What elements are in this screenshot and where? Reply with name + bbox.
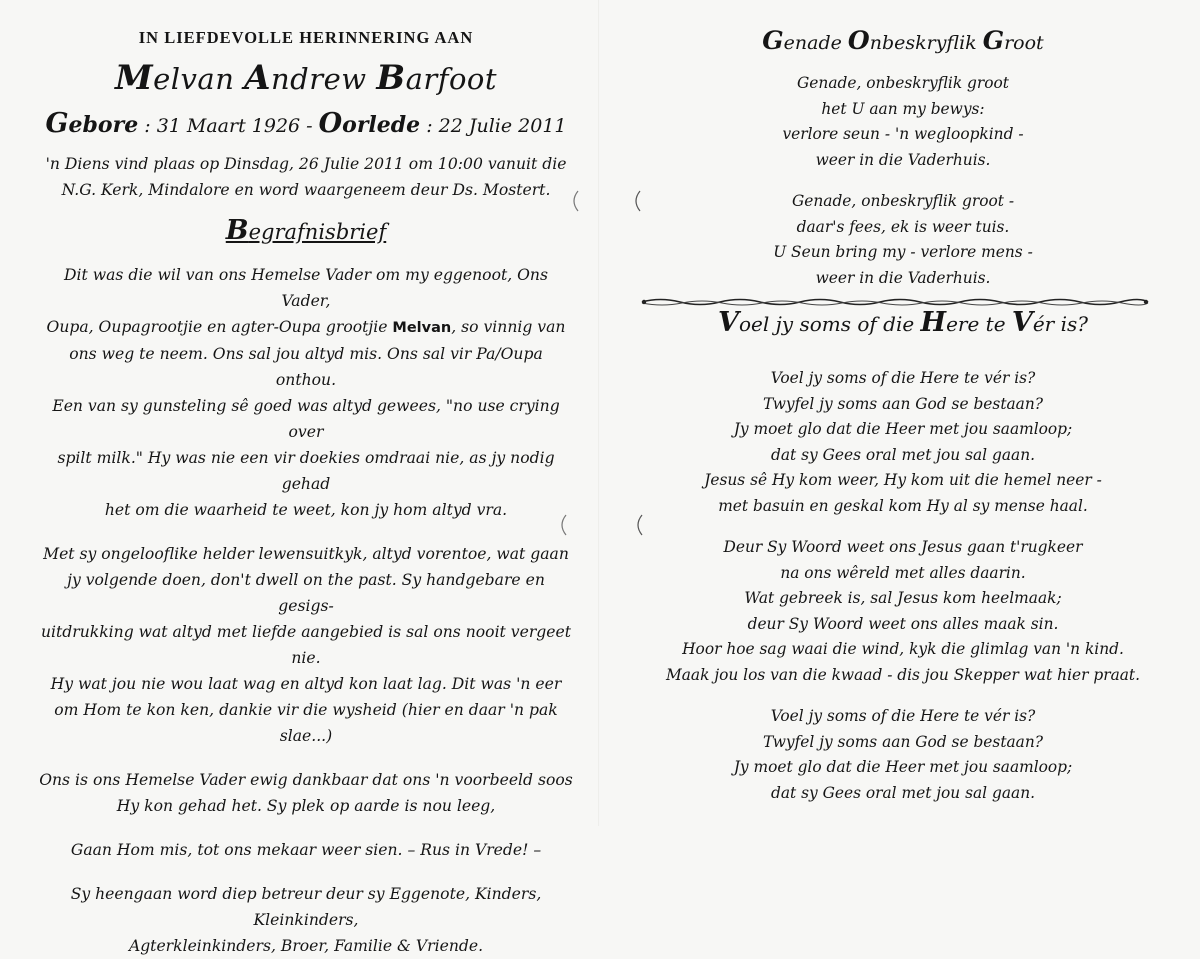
text-line: Hy wat jou nie wou laat wag en altyd kon laat lag. Dit was 'n eer xyxy=(50,675,562,693)
heading-initial: B xyxy=(225,215,249,246)
text-line: om Hom te kon ken, dankie vir die wysheid (hier en daar 'n pak slae...) xyxy=(54,701,558,745)
name-part: elvan xyxy=(153,62,245,96)
text-line xyxy=(38,314,574,341)
poem-title-2 xyxy=(636,307,1170,338)
left-page xyxy=(0,0,600,955)
birth-date: 31 Maart 1926 xyxy=(156,115,301,137)
name-part: ndrew xyxy=(271,62,377,96)
memorial-header: IN LIEFDEVOLLE HERINNERING AAN xyxy=(138,28,474,47)
poem-line: het U aan my bewys: xyxy=(821,99,985,118)
title-word: enade xyxy=(783,32,848,54)
name-initial: A xyxy=(244,58,271,98)
text-line: Hy kon gehad het. Sy plek op aarde is nou leeg, xyxy=(116,797,496,815)
obituary-paragraph-5 xyxy=(38,881,574,959)
text-line: Gaan Hom mis, tot ons mekaar weer sien. – Rus in Vrede! – xyxy=(70,841,542,859)
text-line: Met sy ongelooflike helder lewensuitkyk, altyd vorentoe, wat gaan xyxy=(43,545,569,563)
poem-line: Genade, onbeskryflik groot xyxy=(797,74,1009,92)
service-line: 'n Diens vind plaas op Dinsdag, 26 Julie 2011 om 10:00 vanuit die xyxy=(45,155,567,173)
title-word: root xyxy=(1004,32,1044,54)
poem-stanza-5 xyxy=(636,704,1170,806)
poem-line: Wat gebreek is, sal Jesus kom heelmaak; xyxy=(744,589,1062,607)
text-line: Een van sy gunsteling sê goed was altyd gewees, "no use crying over xyxy=(52,397,560,441)
title-word: ér is? xyxy=(1032,312,1088,336)
poem-line: U Seun bring my - verlore mens - xyxy=(773,243,1033,261)
born-initial: G xyxy=(45,108,69,139)
life-dates xyxy=(38,108,574,139)
text-line: Agterkleinkinders, Broer, Familie & Vriende. xyxy=(128,937,484,955)
died-label xyxy=(318,108,421,139)
name-initial: B xyxy=(376,58,406,98)
poem-line: Hoor hoe sag waai die wind, kyk die glimlag van 'n kind. xyxy=(682,640,1124,658)
death-date: 22 Julie 2011 xyxy=(438,115,567,137)
name-initial: M xyxy=(114,58,154,98)
punch-hole-mark xyxy=(556,514,570,536)
poem-stanza-3 xyxy=(636,366,1170,519)
poem-line: Deur Sy Woord weet ons Jesus gaan t'rugkeer xyxy=(723,538,1083,556)
poem-line: na ons wêreld met alles daarin. xyxy=(780,563,1026,582)
text-fragment: Oupa, Oupagrootjie en agter-Oupa grootjie xyxy=(46,318,393,336)
text-line: Sy heengaan word diep betreur deur sy Eggenote, Kinders, Kleinkinders, xyxy=(70,885,542,929)
poem-line: deur Sy Woord weet ons alles maak sin. xyxy=(747,614,1059,633)
poem-title-1 xyxy=(636,26,1170,55)
highlighted-name: Melvan xyxy=(392,320,452,336)
title-word: oel jy soms of die xyxy=(738,312,921,336)
poem-line: Jy moet glo dat die Heer met jou saamloop; xyxy=(733,420,1073,438)
title-initial: V xyxy=(718,307,739,338)
poem-line: Voel jy soms of die Here te vér is? xyxy=(770,707,1036,725)
poem-line: verlore seun - 'n wegloopkind - xyxy=(782,125,1024,143)
poem-line: Twyfel jy soms aan God se bestaan? xyxy=(762,394,1044,413)
title-initial: H xyxy=(920,307,947,338)
name-part: arfoot xyxy=(405,62,498,96)
poem-line: weer in die Vaderhuis. xyxy=(815,150,991,169)
heading-word: egrafnisbrief xyxy=(248,220,387,244)
poem-line: Jesus sê Hy kom weer, Hy kom uit die hemel neer - xyxy=(704,471,1102,489)
text-line: ons weg te neem. Ons sal jou altyd mis. Ons sal vir Pa/Oupa onthou. xyxy=(69,345,543,389)
obituary-paragraph-4 xyxy=(38,837,574,863)
died-word: orlede xyxy=(342,112,421,138)
right-page xyxy=(600,0,1200,826)
born-colon: : xyxy=(138,115,157,137)
text-line: Dit was die wil van ons Hemelse Vader om my eggenoot, Ons Vader, xyxy=(64,266,548,310)
obituary-paragraph-2 xyxy=(38,541,574,749)
text-line: Ons is ons Hemelse Vader ewig dankbaar dat ons 'n voorbeeld soos xyxy=(39,771,573,789)
text-line: het om die waarheid te weet, kon jy hom altyd vra. xyxy=(104,501,508,519)
poem-line: weer in die Vaderhuis. xyxy=(815,268,991,287)
poem-line: Voel jy soms of die Here te vér is? xyxy=(770,369,1036,387)
poem-stanza-2 xyxy=(636,189,1170,291)
text-line: jy volgende doen, don't dwell on the past. Sy handgebare en gesigs- xyxy=(67,571,545,615)
poem-line: Twyfel jy soms aan God se bestaan? xyxy=(762,732,1044,751)
died-colon: : xyxy=(420,115,439,137)
obituary-paragraph-3 xyxy=(38,767,574,819)
title-initial: V xyxy=(1011,307,1033,338)
text-line: spilt milk." Hy was nie een vir doekies omdraai nie, as jy nodig gehad xyxy=(57,449,555,493)
service-line: N.G. Kerk, Mindalore en word waargeneem deur Ds. Mostert. xyxy=(61,181,551,199)
text-fragment: , so vinnig van xyxy=(451,318,566,336)
born-label xyxy=(45,108,139,139)
obituary-paragraph-1 xyxy=(38,262,574,523)
title-word: nbeskryflik xyxy=(869,32,983,54)
poem-line: dat sy Gees oral met jou sal gaan. xyxy=(770,445,1036,464)
poem-line: Maak jou los van die kwaad - dis jou Skepper wat hier praat. xyxy=(666,665,1140,684)
born-word: ebore xyxy=(68,112,139,138)
deceased-name xyxy=(38,58,574,98)
poem-line: Genade, onbeskryflik groot - xyxy=(791,192,1015,210)
poem-line: met basuin en geskal kom Hy al sy mense haal. xyxy=(718,496,1088,515)
poem-line: Jy moet glo dat die Heer met jou saamloop; xyxy=(733,758,1073,776)
title-initial: G xyxy=(982,26,1005,55)
title-initial: O xyxy=(847,26,870,55)
poem-stanza-4 xyxy=(636,535,1170,688)
obituary-heading xyxy=(38,215,574,246)
date-separator: - xyxy=(300,115,319,137)
title-word: ere te xyxy=(946,312,1012,336)
punch-hole-mark xyxy=(568,190,582,212)
poem-stanza-1 xyxy=(636,71,1170,173)
title-initial: G xyxy=(762,26,784,55)
service-notice xyxy=(38,151,574,203)
poem-line: dat sy Gees oral met jou sal gaan. xyxy=(770,783,1036,802)
poem-line: daar's fees, ek is weer tuis. xyxy=(796,217,1010,236)
died-initial: O xyxy=(318,108,343,139)
text-line: uitdrukking wat altyd met liefde aangebied is sal ons nooit vergeet nie. xyxy=(41,623,571,667)
